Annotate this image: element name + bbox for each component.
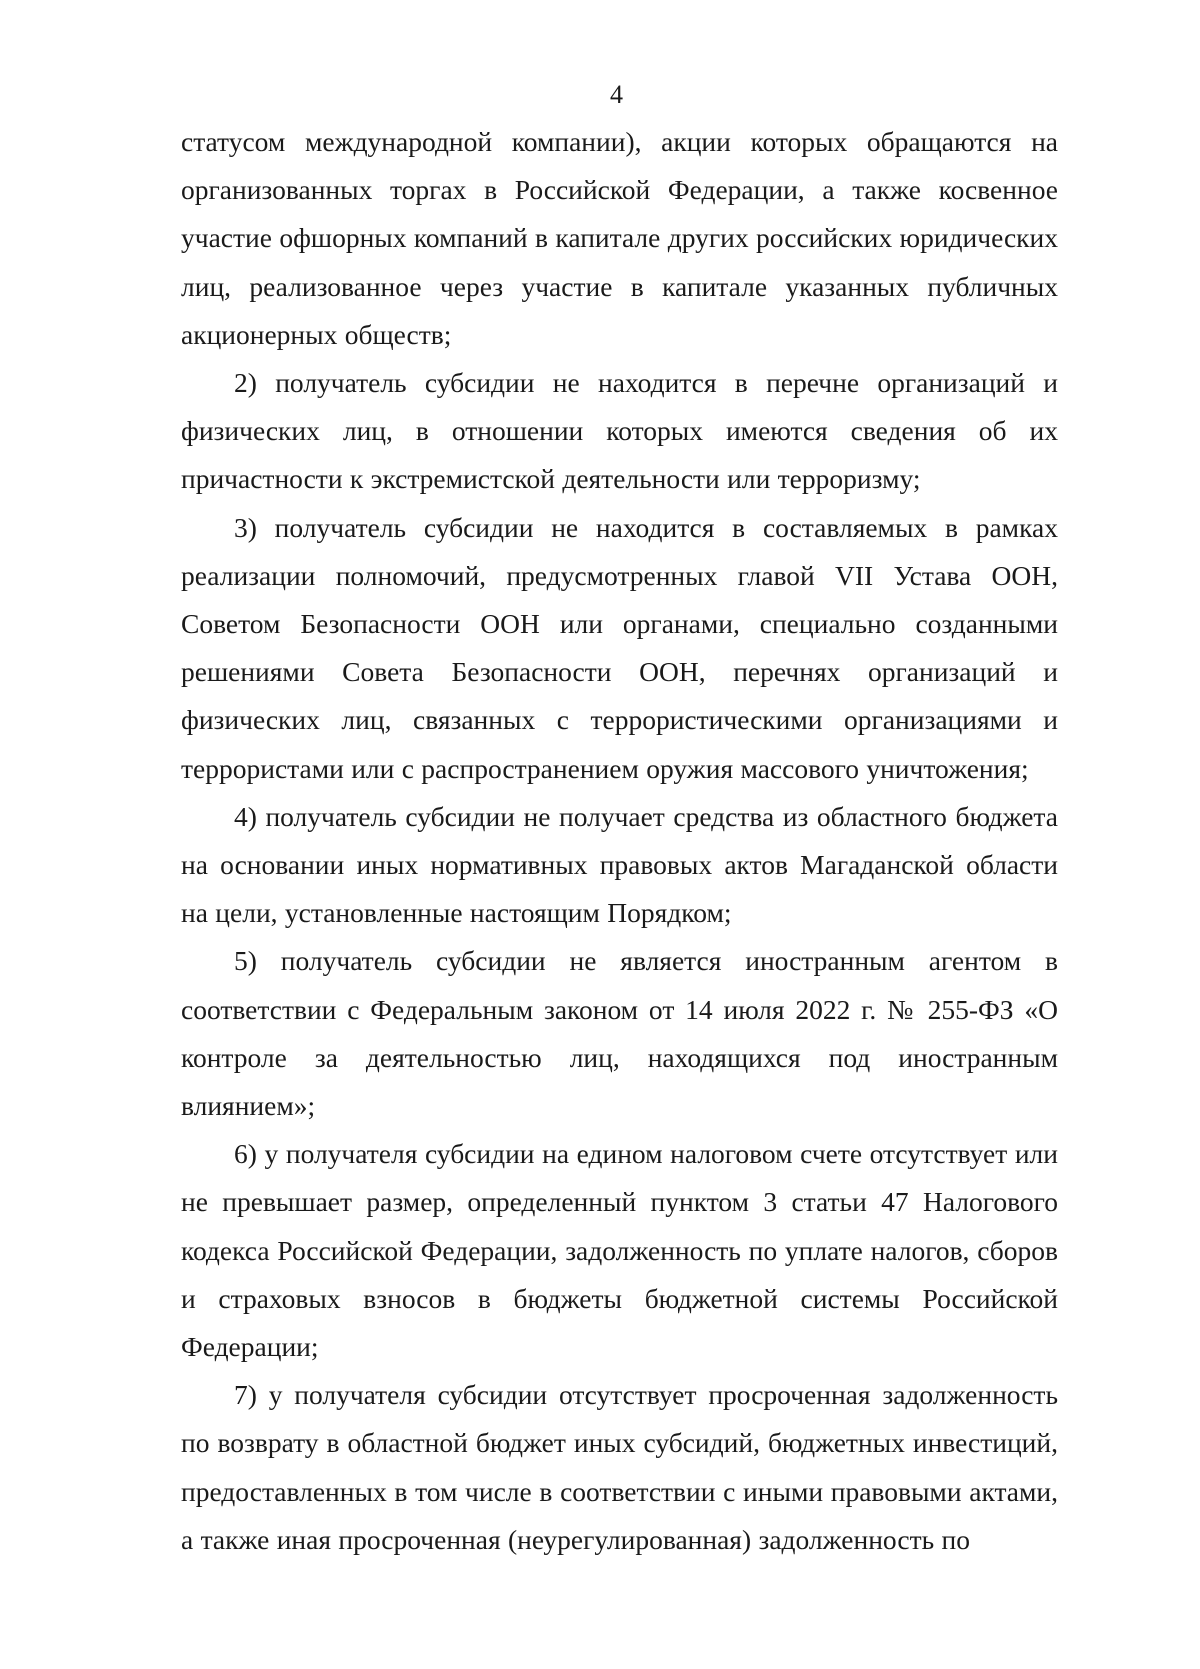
paragraph-item-5: 5) получатель субсидии не является иностранным агентом в соответствии с Федеральным законом от 14 июля 2022 г. № 255-ФЗ «О контроле за деятельностью лиц, находящихся под иностранным влиянием»; bbox=[181, 945, 1058, 1122]
paragraph-item-7: 7) у получателя субсидии отсутствует просроченная задолженность по возврату в областной бюджет иных субсидий, бюджетных инвестиций, предоставленных в том числе в соответствии с иными правовыми актами, а также иная просроченная (неурегулированная) задолженность по bbox=[181, 1379, 1058, 1555]
page-number: 4 bbox=[610, 80, 623, 109]
paragraph-item-6: 6) у получателя субсидии на едином налоговом счете отсутствует или не превышает размер, определенный пунктом 3 статьи 47 Налогового кодекса Российской Федерации, задолженность по уплате налогов, сборов и страховых взносов в бюджеты бюджетной системы Российской Федерации; bbox=[181, 1138, 1058, 1363]
document-body bbox=[181, 118, 1058, 1564]
paragraph-continuation: статусом международной компании), акции которых обращаются на организованных торгах в Российской Федерации, а также косвенное участие офшорных компаний в капитале других российских юридических лиц, реализованное через участие в капитале указанных публичных акционерных обществ; bbox=[181, 126, 1058, 350]
paragraph-item-3: 3) получатель субсидии не находится в составляемых в рамках реализации полномочий, предусмотренных главой VII Устава ООН, Советом Безопасности ООН или органами, специально созданными решениями Совета Безопасности ООН, перечнях организаций и физических лиц, связанных с террористическими организациями и террористами или с распространением оружия массового уничтожения; bbox=[181, 511, 1058, 784]
paragraph-item-2: 2) получатель субсидии не находится в перечне организаций и физических лиц, в отношении которых имеются сведения об их причастности к экстремистской деятельности или терроризму; bbox=[181, 367, 1058, 495]
paragraph-item-4: 4) получатель субсидии не получает средства из областного бюджета на основании иных нормативных правовых актов Магаданской области на цели, установленные настоящим Порядком; bbox=[181, 800, 1058, 929]
